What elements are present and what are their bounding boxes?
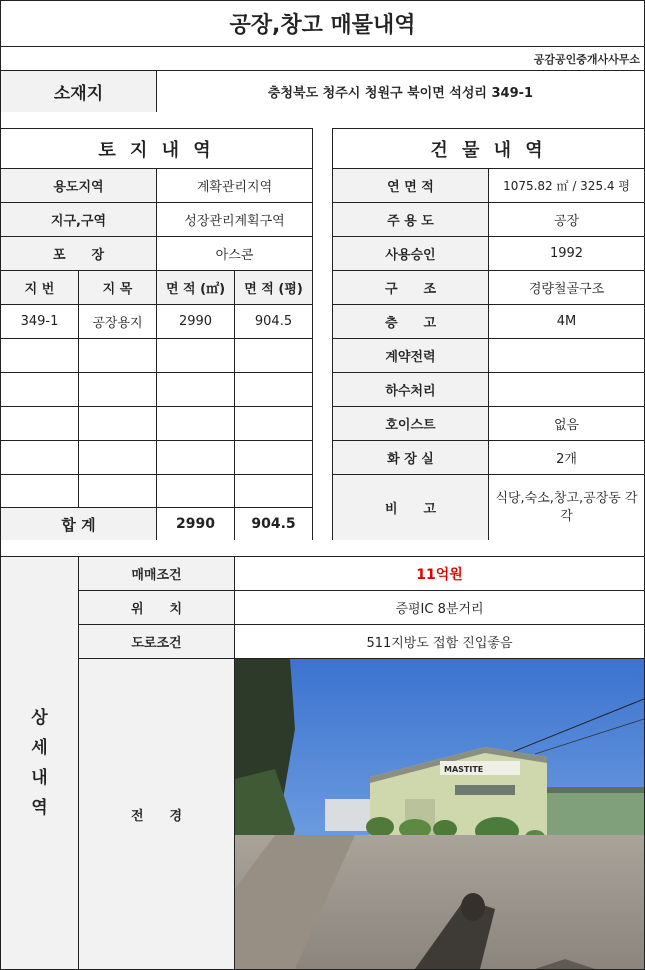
land-area-m2-value: 2990	[156, 304, 235, 339]
table-cell	[78, 474, 157, 509]
position-label: 위 치	[78, 590, 235, 625]
table-cell	[156, 440, 235, 475]
table-cell	[234, 474, 313, 509]
table-cell	[156, 372, 235, 407]
table-cell	[234, 338, 313, 373]
land-section-title: 토 지 내 역	[0, 128, 313, 169]
table-cell	[78, 406, 157, 441]
building-label: 사용승인	[332, 236, 489, 271]
table-cell	[156, 474, 235, 509]
details-side-char: 역	[31, 798, 48, 818]
land-paving-label: 포 장	[0, 236, 157, 271]
land-area-py-value: 904.5	[234, 304, 313, 339]
building-value	[488, 338, 645, 373]
road-value: 511지방도 접함 진입좋음	[234, 624, 645, 659]
building-value: 4M	[488, 304, 645, 339]
building-label: 비 고	[332, 474, 489, 541]
location-label: 소재지	[0, 70, 157, 113]
table-cell	[78, 372, 157, 407]
land-category-value: 공장용지	[78, 304, 157, 339]
page-title: 공장,창고 매물내역	[0, 0, 645, 47]
details-side-char: 세	[31, 738, 48, 758]
table-cell	[0, 440, 79, 475]
price-label: 매매조건	[78, 556, 235, 591]
photo-sign-text: MASTITE	[444, 765, 484, 774]
table-cell	[78, 440, 157, 475]
building-label: 하수처리	[332, 372, 489, 407]
view-label: 전 경	[78, 658, 235, 970]
table-cell	[234, 406, 313, 441]
road-label: 도로조건	[78, 624, 235, 659]
building-label: 화 장 실	[332, 440, 489, 475]
table-cell	[234, 440, 313, 475]
building-section-title: 건 물 내 역	[332, 128, 645, 169]
table-cell	[78, 338, 157, 373]
details-side-label	[0, 556, 79, 970]
building-label: 주 용 도	[332, 202, 489, 237]
land-district-value: 성장관리계획구역	[156, 202, 313, 237]
land-empty-rows	[0, 338, 313, 508]
building-label: 계약전력	[332, 338, 489, 373]
table-cell	[0, 372, 79, 407]
land-lot-value: 349-1	[0, 304, 79, 339]
building-remarks-value: 식당,숙소,창고,공장동 각각	[488, 474, 645, 541]
building-label: 연 면 적	[332, 168, 489, 203]
spacer-row	[0, 540, 645, 557]
building-value: 경량철골구조	[488, 270, 645, 305]
building-value: 1075.82 ㎡ / 325.4 평	[488, 168, 645, 203]
table-cell	[0, 338, 79, 373]
land-col-lot: 지 번	[0, 270, 79, 305]
table-cell	[156, 406, 235, 441]
details-side-char: 내	[31, 768, 48, 788]
table-cell	[156, 338, 235, 373]
land-total-label: 합 계	[0, 507, 157, 541]
building-label: 층 고	[332, 304, 489, 339]
land-district-label: 지구,구역	[0, 202, 157, 237]
building-value: 공장	[488, 202, 645, 237]
land-total-py: 904.5	[234, 507, 313, 541]
land-col-area-py: 면 적 (평)	[234, 270, 313, 305]
table-cell	[0, 406, 79, 441]
land-col-category: 지 목	[78, 270, 157, 305]
location-value: 충청북도 청주시 청원구 북이면 석성리 349-1	[156, 70, 645, 113]
land-total-m2: 2990	[156, 507, 235, 541]
building-value	[488, 372, 645, 407]
building-value: 없음	[488, 406, 645, 441]
price-value: 11억원	[234, 556, 645, 591]
land-paving-value: 아스콘	[156, 236, 313, 271]
land-col-area-m2: 면 적 (㎡)	[156, 270, 235, 305]
position-value: 증평IC 8분거리	[234, 590, 645, 625]
building-value: 1992	[488, 236, 645, 271]
building-label: 구 조	[332, 270, 489, 305]
office-name: 공감공인중개사사무소	[0, 46, 645, 71]
table-cell	[0, 474, 79, 509]
details-side-char: 상	[31, 708, 48, 728]
building-value: 2개	[488, 440, 645, 475]
land-use-zone-value: 계확관리지역	[156, 168, 313, 203]
spacer-row	[0, 112, 645, 129]
land-use-zone-label: 용도지역	[0, 168, 157, 203]
table-cell	[234, 372, 313, 407]
building-label: 호이스트	[332, 406, 489, 441]
property-photo	[234, 658, 645, 970]
